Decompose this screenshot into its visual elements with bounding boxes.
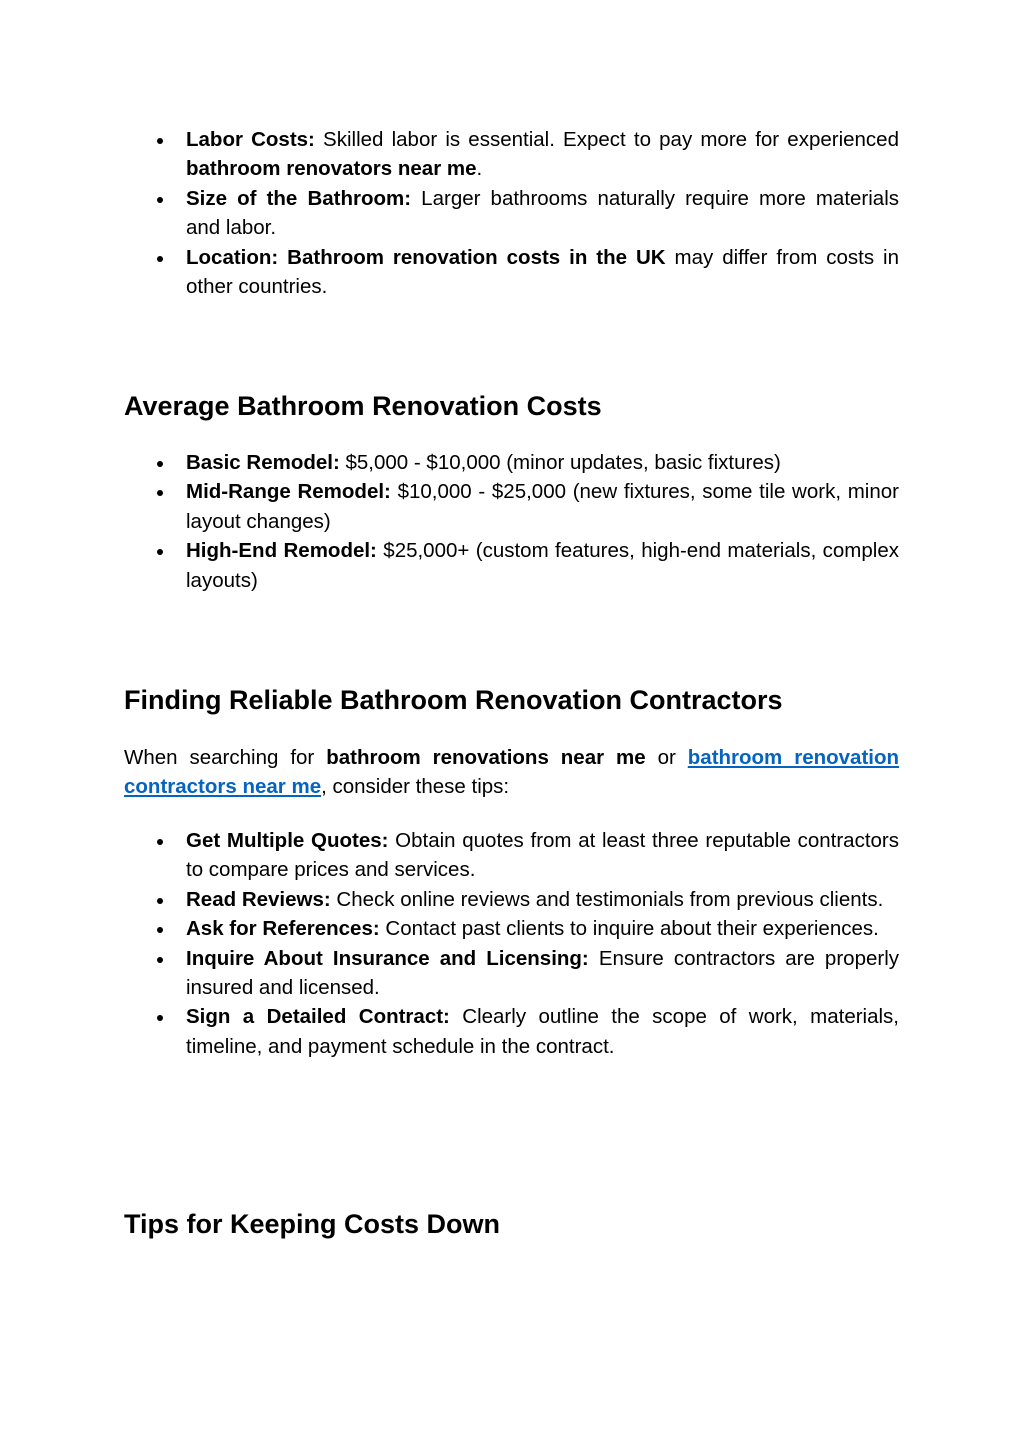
list-item [124,944,899,1003]
list-item [124,885,899,914]
list-item-text: Skilled labor is essential. Expect to pay more for experienced [314,128,899,151]
list-item-label: High-End Remodel: [186,539,377,563]
section-heading-keeping-costs-down: Tips for Keeping Costs Down [124,1209,501,1239]
intro-paragraph [124,743,899,802]
list-item-text: Ensure contractors are properly insured and licensed. [186,946,899,1000]
list-item-label: Sign a Detailed Contract: [186,1005,450,1029]
list-item [124,477,899,536]
average-costs-list [124,448,899,595]
list-item-text: $5,000 - $10,000 (minor updates, basic fixtures) [339,451,781,474]
list-item-text: Check online reviews and testimonials from previous clients. [330,887,884,911]
list-item-label: Ask for References: [186,917,380,941]
list-item-label: Size of the Bathroom: [186,186,412,210]
list-item-label: Mid-Range Remodel: [186,480,391,504]
list-item-text: Obtain quotes from at least three reputable contractors to compare prices and services. [186,829,899,882]
section-heading-finding-contractors: Finding Reliable Bathroom Renovation Contractors [124,685,783,715]
paragraph-text: When searching for [124,746,327,769]
list-item-text: may differ from costs in other countries. [186,245,900,299]
list-item [124,1002,899,1061]
list-item [124,914,899,943]
list-item-text: . [476,157,483,181]
paragraph-text: , consider these tips: [321,775,510,799]
list-item [124,125,899,184]
contractor-tips-list [124,826,899,1061]
list-item [124,243,899,302]
list-item-text: $10,000 - $25,000 (new fixtures, some tile work, minor layout changes) [186,480,899,533]
list-item-label: Location: Bathroom renovation costs in the UK [186,245,666,269]
list-item [124,826,899,885]
paragraph-text: or [645,746,688,769]
list-item-label: Labor Costs: [186,128,315,151]
list-item [124,184,899,243]
list-item [124,448,899,477]
contractors-link[interactable]: bathroom renovation contractors near me [124,746,900,799]
list-item-text: Larger bathrooms naturally require more materials and labor. [186,186,899,240]
list-item-text: Clearly outline the scope of work, materials, timeline, and payment schedule in the contract. [186,1005,899,1058]
list-item-label: Basic Remodel: [186,451,340,474]
list-item-keyword: bathroom renovators near me [186,157,477,181]
paragraph-keyword: bathroom renovations near me [326,746,646,769]
cost-factors-list [124,125,899,301]
list-item-text: Contact past clients to inquire about their experiences. [379,917,879,941]
section-heading-average-costs: Average Bathroom Renovation Costs [124,391,602,421]
list-item [124,536,899,595]
list-item-label: Read Reviews: [186,887,331,911]
list-item-label: Inquire About Insurance and Licensing: [186,946,589,970]
list-item-text: $25,000+ (custom features, high-end materials, complex layouts) [186,539,899,592]
list-item-label: Get Multiple Quotes: [186,829,389,852]
